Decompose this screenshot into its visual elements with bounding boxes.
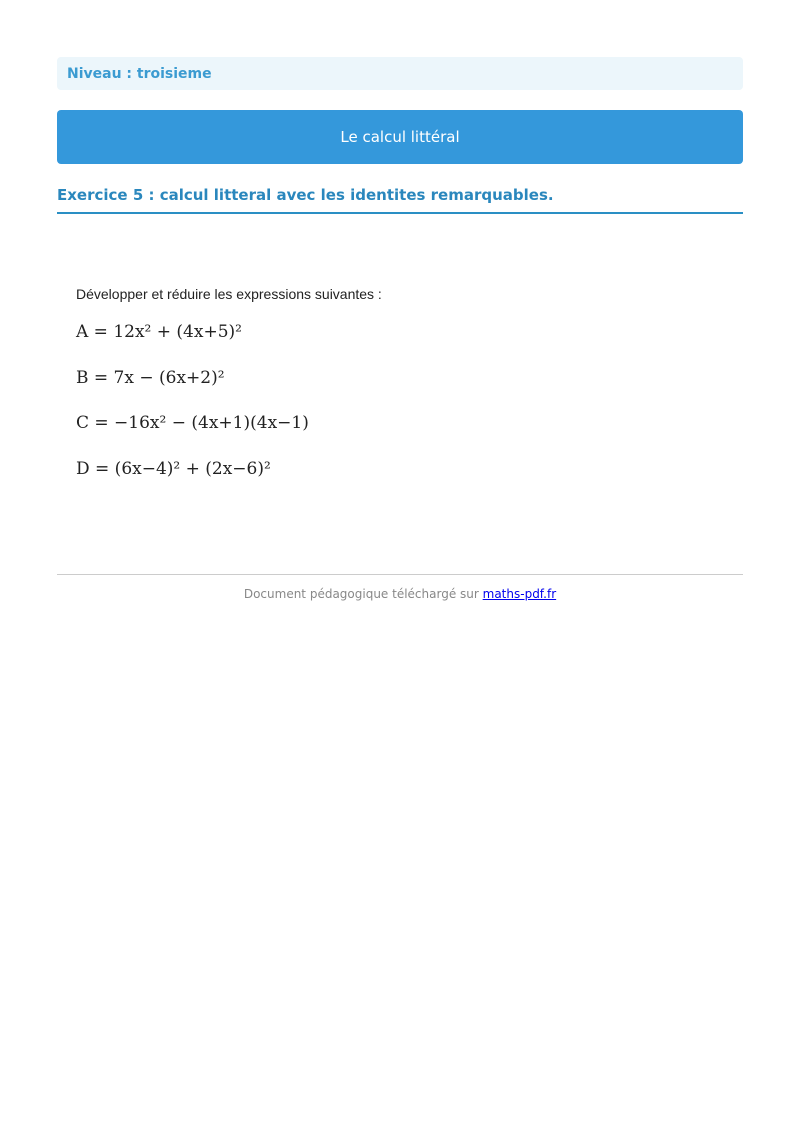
formula-c: C = −16x² − (4x+1)(4x−1) <box>76 413 309 433</box>
exercise-title: Exercice 5 : calcul litteral avec les identites remarquables. <box>57 186 554 204</box>
formula-d: D = (6x−4)² + (2x−6)² <box>76 459 271 479</box>
level-label: Niveau : troisieme <box>67 65 212 82</box>
footer-divider <box>57 574 743 575</box>
exercise-heading <box>57 184 743 214</box>
formula-a: A = 12x² + (4x+5)² <box>76 322 242 342</box>
footer-text: Document pédagogique téléchargé sur <box>243 587 483 601</box>
level-box <box>57 57 743 90</box>
footer <box>57 587 743 601</box>
formula-b: B = 7x − (6x+2)² <box>76 368 225 388</box>
chapter-title: Le calcul littéral <box>340 128 460 146</box>
footer-link[interactable]: maths-pdf.fr <box>482 587 557 601</box>
chapter-banner <box>57 110 743 164</box>
exercise-instruction: Développer et réduire les expressions suivantes : <box>76 286 382 302</box>
